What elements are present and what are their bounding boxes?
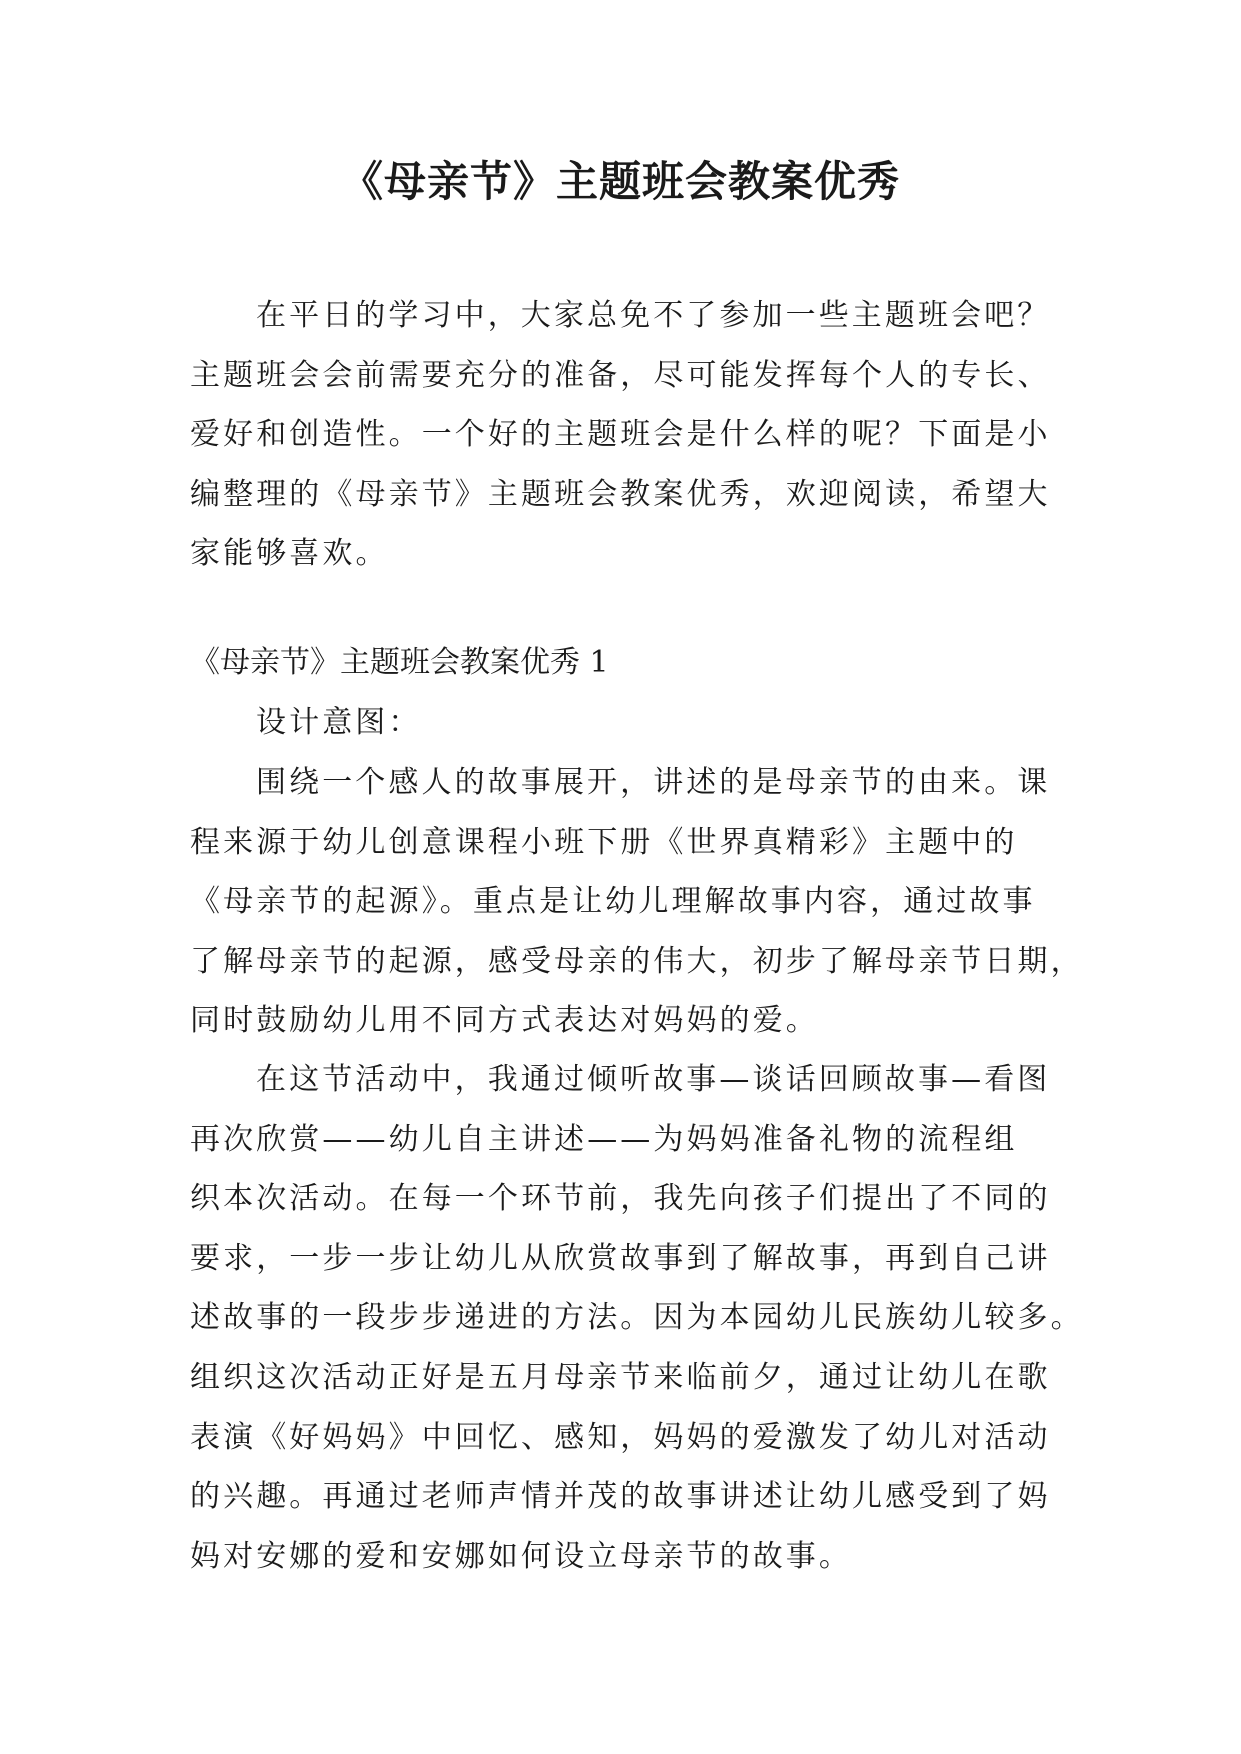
paragraph-line: 妈对安娜的爱和安娜如何设立母亲节的故事。 (190, 1538, 852, 1574)
paragraph-line: 织本次活动。在每一个环节前，我先向孩子们提出了不同的 (190, 1181, 1051, 1217)
paragraph-line: 组织这次活动正好是五月母亲节来临前夕，通过让幼儿在歌 (190, 1359, 1051, 1395)
paragraph-line: 要求，一步一步让幼儿从欣赏故事到了解故事，再到自己讲 (190, 1240, 1051, 1276)
intro-line: 编整理的《母亲节》主题班会教案优秀，欢迎阅读，希望大 (190, 476, 1051, 512)
paragraph-line: 在这节活动中，我通过倾听故事—谈话回顾故事—看图 (256, 1062, 1051, 1097)
paragraph-line: 程来源于幼儿创意课程小班下册《世界真精彩》主题中的 (190, 824, 1018, 860)
paragraph-line: 再次欣赏——幼儿自主讲述——为妈妈准备礼物的流程组 (190, 1121, 1018, 1157)
intro-line: 在平日的学习中，大家总免不了参加一些主题班会吧？ (256, 298, 1051, 333)
paragraph-line: 《母亲节的起源》。重点是让幼儿理解故事内容，通过故事 (190, 884, 1036, 920)
paragraph-line: 的兴趣。再通过老师声情并茂的故事讲述让幼儿感受到了妈 (190, 1479, 1051, 1515)
paragraph-line: 述故事的一段步步递进的方法。因为本园幼儿民族幼儿较多。 (190, 1300, 1084, 1336)
paragraph-line: 表演《好妈妈》中回忆、感知，妈妈的爱激发了幼儿对活动 (190, 1419, 1051, 1455)
paragraph-line: 了解母亲节的起源，感受母亲的伟大，初步了解母亲节日期， (190, 943, 1084, 979)
paragraph-1 (190, 753, 1084, 1051)
intro-line: 家能够喜欢。 (190, 536, 389, 572)
paragraph-line: 同时鼓励幼儿用不同方式表达对妈妈的爱。 (190, 1003, 819, 1039)
document-title: 《母亲节》主题班会教案优秀 (340, 157, 900, 206)
design-label: 设计意图： (256, 705, 422, 740)
intro-line: 主题班会会前需要充分的准备，尽可能发挥每个人的专长、 (190, 357, 1051, 393)
design-intent-label (190, 693, 1050, 753)
paragraph-line: 围绕一个感人的故事展开，讲述的是母亲节的由来。课 (256, 765, 1051, 800)
intro-paragraph (190, 286, 1050, 584)
section-heading: 《母亲节》主题班会教案优秀 1 (190, 645, 609, 680)
paragraph-2 (190, 1050, 1084, 1586)
intro-line: 爱好和创造性。一个好的主题班会是什么样的呢？下面是小 (190, 417, 1051, 453)
